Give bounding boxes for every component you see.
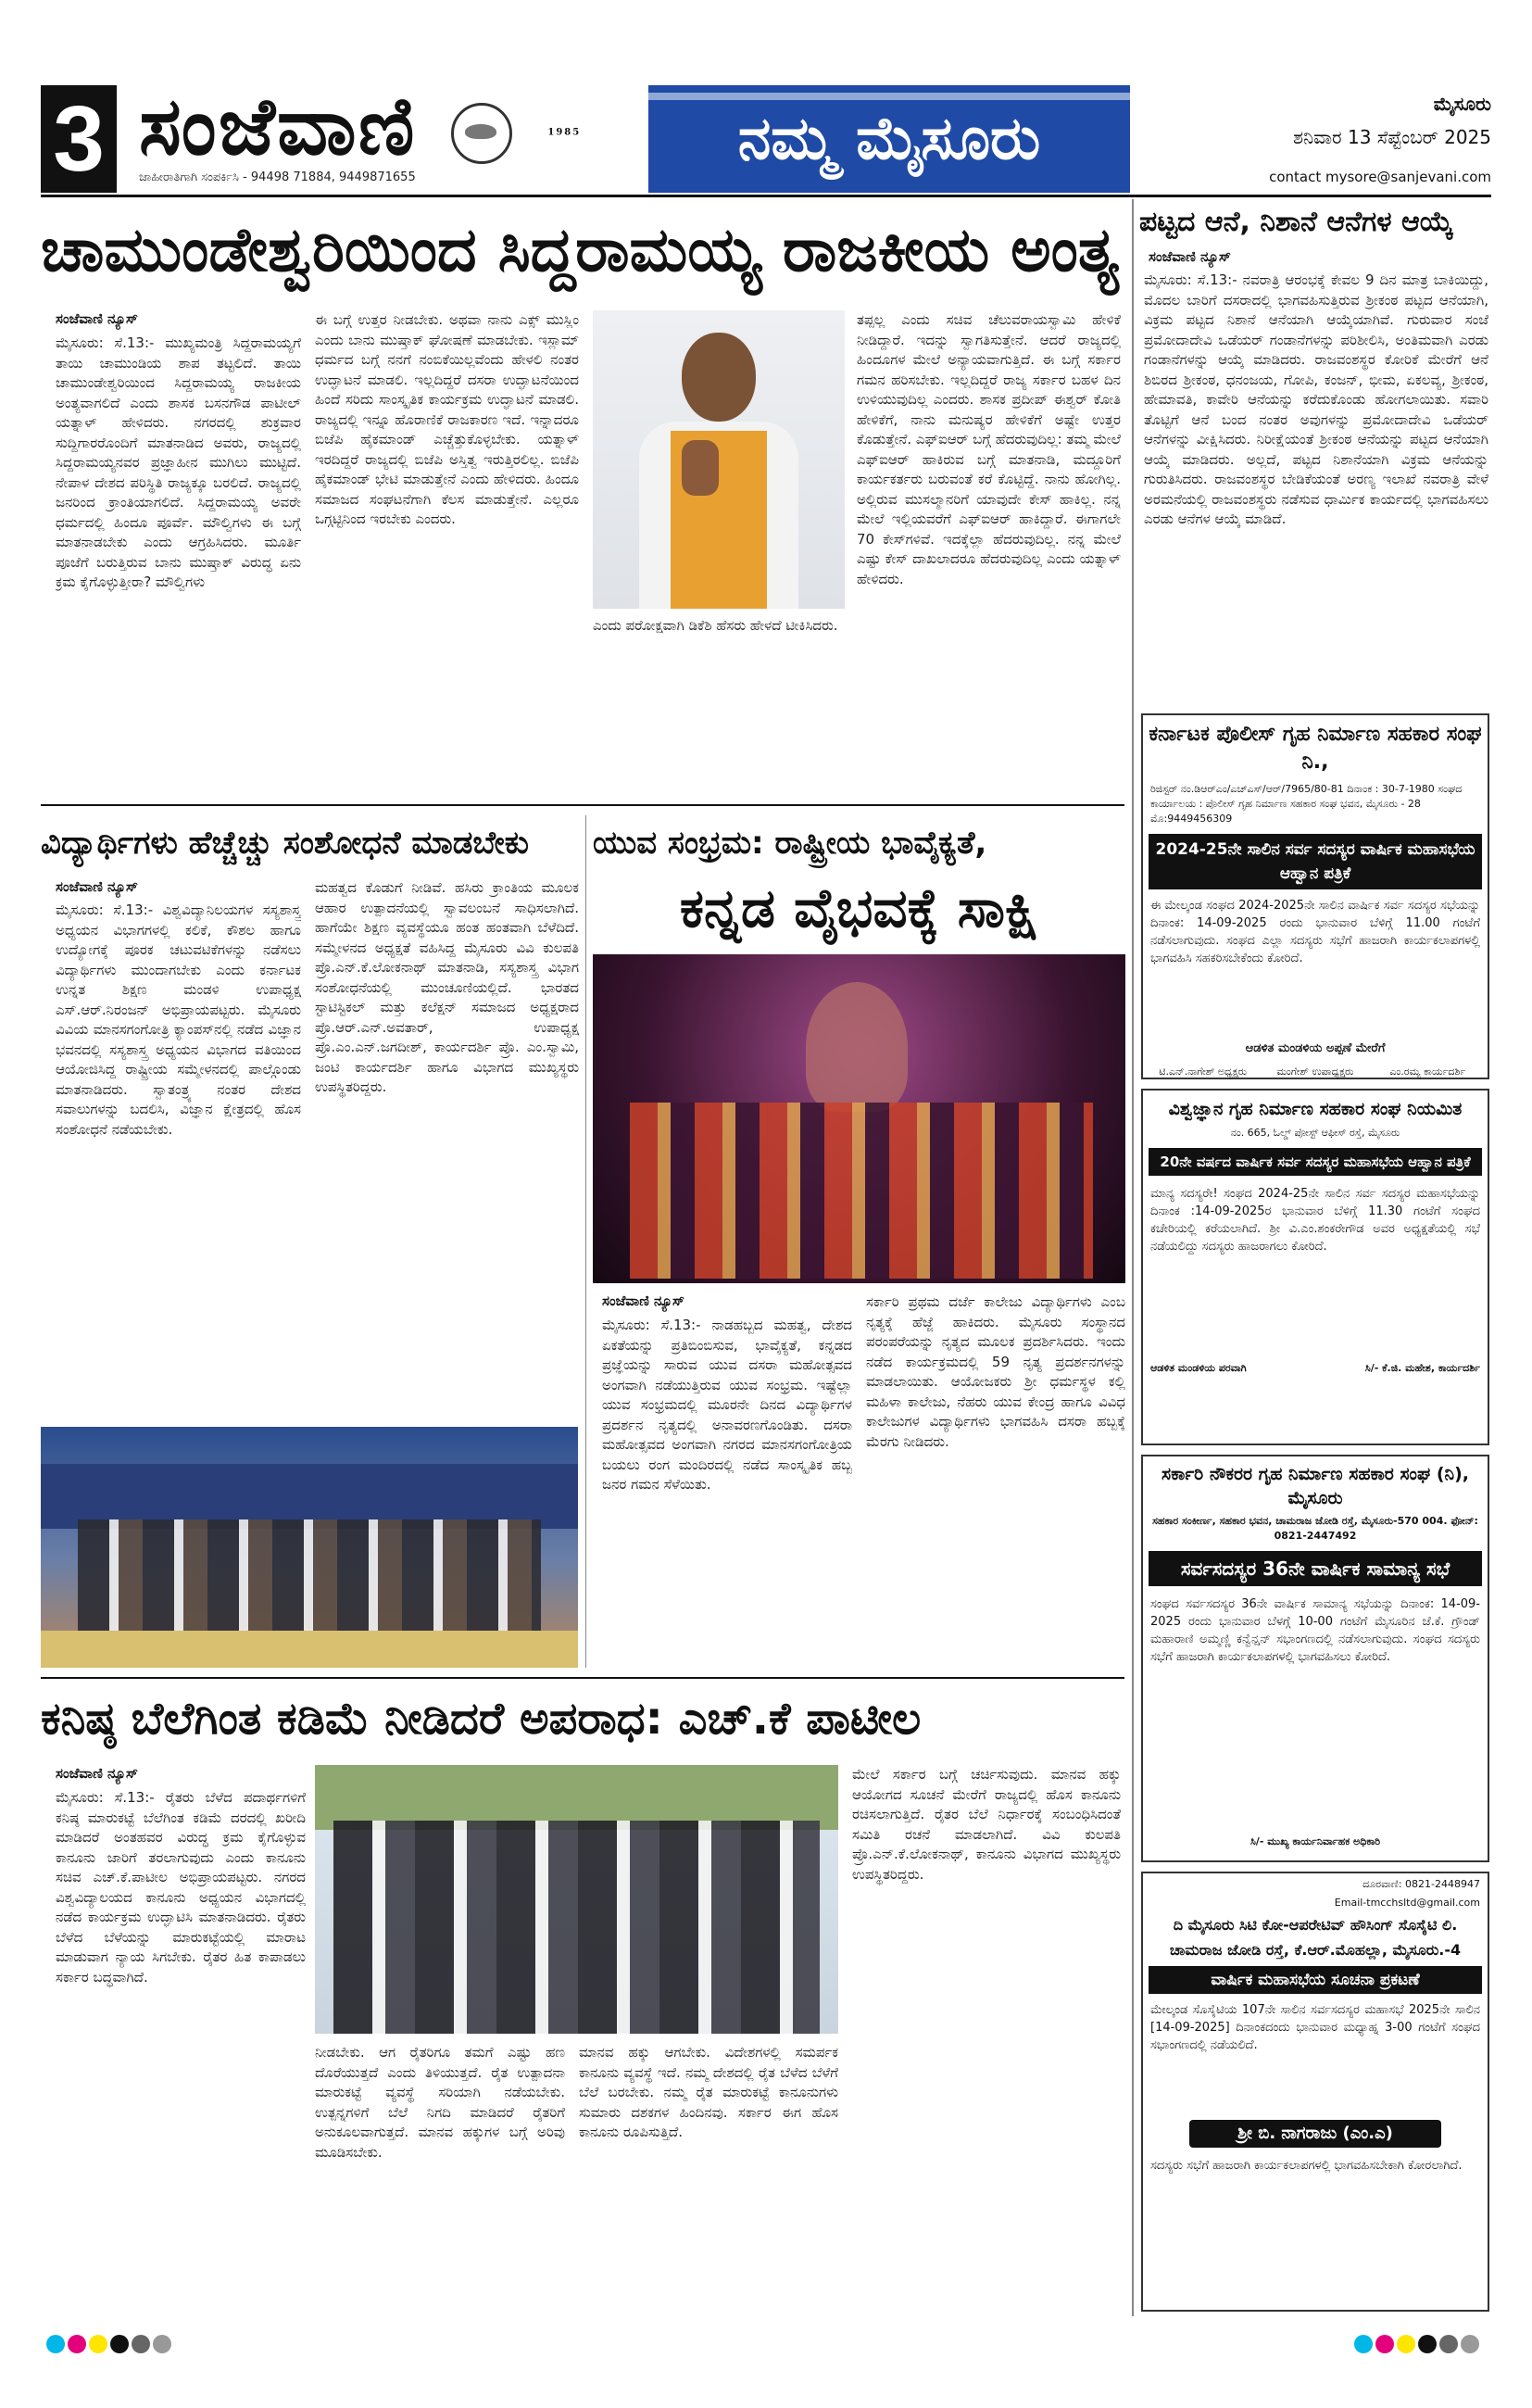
story4-col3: ಮಾನವ ಹಕ್ಕು ಆಗಬೇಕು. ವಿದೇಶಗಳಲ್ಲಿ ಸಮರ್ಪಕ ಕಾನೂನು ವ್ಯವಸ್ಥೆ ಇದೆ. ನಮ್ಮ ದೇಶದಲ್ಲಿ ರೈತ ಬೆಳೆದ ಬೆಳೆಗೆ ಬೆಲೆ ಬರಬೇಕು. ನಮ್ಮ ರೈತ ಮಾರುಕಟ್ಟೆ ಕಾನೂನುಗಳು ಸುಮಾರು ದಶಕಗಳ ಹಿಂದಿನವು. ಸರ್ಕಾರ ಈಗ ಹೊಸ ಕಾನೂನು ರೂಪಿಸುತ್ತಿದೆ. (579, 2044, 838, 2140)
dove-icon (451, 103, 512, 164)
color-dot (1461, 2335, 1479, 2353)
govt-ad-banner: ಸರ್ವಸದಸ್ಯರ 36ನೇ ವಾರ್ಷಿಕ ಸಾಮಾನ್ಯ ಸಭೆ (1149, 1551, 1482, 1586)
dance-performance-photo (593, 954, 1125, 1283)
edition-name: ಮೈಸೂರು (1433, 93, 1491, 115)
color-dot (1439, 2335, 1458, 2353)
story2-headline: ವಿದ್ಯಾರ್ಥಿಗಳು ಹೆಚ್ಚೆಚ್ಚು ಸಂಶೋಧನೆ ಮಾಡಬೇಕು (41, 825, 529, 862)
story3-byline: ಸಂಜೆವಾಣಿ ನ್ಯೂಸ್ (602, 1292, 684, 1309)
story3-col2: ಸರ್ಕಾರಿ ಪ್ರಥಮ ದರ್ಜೆ ಕಾಲೇಜು ವಿದ್ಯಾರ್ಥಿಗಳು ಎಂಬ ನೃತ್ಯಕ್ಕೆ ಹೆಜ್ಜೆ ಹಾಕಿದರು. ಮೈಸೂರು ಸಂಸ್ಥಾನದ ಪರಂಪರೆಯನ್ನು ನೃತ್ಯದ ಮೂಲಕ ಪ್ರದರ್ಶಿಸಿದರು. ಇಂದು ನಡೆದ ಕಾರ್ಯಕ್ರಮದಲ್ಲಿ 59 ನೃತ್ಯ ಪ್ರದರ್ಶನಗಳನ್ನು ಮಾಡಲಾಯಿತು. ಆಯೋಜಕರು ಶ್ರೀ ಧರ್ಮಸ್ಥಳ ಕಲ್ಲಿ ಮಹಿಳಾ ಕಾಲೇಜು, ನೆಹರು ಯುವ ಕೇಂದ್ರ ಹಾಗೂ ವಿವಿಧ ಕಾಲೇಜುಗಳ ವಿದ್ಯಾರ್ಥಿಗಳು ಭಾಗವಹಿಸಿ ದಸರಾ ಹಬ್ಬಕ್ಕೆ ಮೆರಗು ನೀಡಿದರು. (866, 1293, 1125, 1450)
story2-col2: ಮಹತ್ವದ ಕೊಡುಗೆ ನೀಡಿವೆ. ಹಸಿರು ಕ್ರಾಂತಿಯ ಮೂಲಕ ಆಹಾರ ಉತ್ಪಾದನೆಯಲ್ಲಿ ಸ್ವಾವಲಂಬನೆ ಸಾಧಿಸಲಾಗಿದೆ. ಹಾಗೆಯೇ ಶಿಕ್ಷಣ ವ್ಯವಸ್ಥೆಯೂ ಹಂತ ಹಂತವಾಗಿ ಬೆಳೆದಿದೆ. ಸಮ್ಮೇಳನದ ಅಧ್ಯಕ್ಷತೆ ವಹಿಸಿದ್ದ ಮೈಸೂರು ವಿವಿ ಕುಲಪತಿ ಪ್ರೊ.ಎನ್.ಕೆ.ಲೋಕನಾಥ್ ಮಾತನಾಡಿ, ಸಸ್ಯಶಾಸ್ತ್ರ ವಿಭಾಗ ಸಂಶೋಧನೆಯಲ್ಲಿ ಮುಂಚೂಣಿಯಲ್ಲಿದೆ. ಭಾರತದ ಸ್ಟಾಟಿಸ್ಟಿಕಲ್ ಮತ್ತು ಕಲೆಕ್ಷನ್ ಸಮಾಜದ ಅಧ್ಯಕ್ಷರಾದ ಪ್ರೊ.ಆರ್.ಎನ್.ಅವತಾರ್, ಉಪಾಧ್ಯಕ್ಷ ಪ್ರೊ.ಎಂ.ಎನ್.ಜಗದೀಶ್, ಕಾರ್ಯದರ್ಶಿ ಪ್ರೊ. ಎಂ.ಸ್ವಾಮಿ, ಜಂಟಿ ಕಾರ್ಯದರ್ಶಿ ಹಾಗೂ ವಿಭಾಗದ ಮುಖ್ಯಸ್ಥರು ಉಪಸ್ಥಿತರಿದ್ದರು. (315, 879, 579, 1095)
vishwajnana-ad-footer: ಆಡಳಿತ ಮಂಡಳಿಯ ಪರವಾಗಿ (1150, 1362, 1247, 1374)
conference-photo (41, 1427, 578, 1668)
police-ad-address: ರಿಜಿಸ್ಟರ್ ನಂ.ಡಿಆರ್‌ಎಂ/ಎಚ್‌ಎಸ್/ಆರ್/7965/80-81 ದಿನಾಂಕ : 30-7-1980 ಸಂಘದ ಕಾರ್ಯಾಲಯ : ಪೊಲೀಸ್ ಗೃಹ ನಿರ್ಮಾಣ ಸಹಕಾರ ಸಂಘ ಭವನ, ಮೈಸೂರು - 28 ಮೊ:9449456309 (1150, 783, 1463, 825)
color-dot (68, 2335, 86, 2353)
section-rule-2 (41, 1677, 1124, 1679)
tmc-ad-banner: ವಾರ್ಷಿಕ ಮಹಾಸಭೆಯ ಸೂಚನಾ ಪ್ರಕಟಣೆ (1149, 1966, 1482, 1994)
color-dot (132, 2335, 150, 2353)
logo-text: ಸಂಜೆವಾಣಿ (139, 80, 417, 173)
color-dot (153, 2335, 171, 2353)
color-dot (1418, 2335, 1437, 2353)
story1-col2: ಈ ಬಗ್ಗೆ ಉತ್ತರ ನೀಡಬೇಕು. ಅಥವಾ ನಾನು ಎಕ್ಸ್ ಮುಸ್ಲಿಂ ಎಂದು ಬಾನು ಮುಷ್ತಾಕ್ ಘೋಷಣೆ ಮಾಡಬೇಕು. ಇಸ್ಲಾಮ್ ಧರ್ಮದ ಬಗ್ಗೆ ನನಗೆ ನಂಬಿಕೆಯಿಲ್ಲವೆಂದು ಹೇಳಲಿ ನಂತರ ಉದ್ಘಾಟನೆ ಮಾಡಲಿ. ಇಲ್ಲದಿದ್ದರೆ ದಸರಾ ಉದ್ಘಾಟನೆಯಿಂದ ಹಿಂದೆ ಸರಿದು ಸಾಂಸ್ಕೃತಿಕ ಕಾರ್ಯಕ್ರಮ ಉದ್ಘಾಟನೆ ಮಾಡಲಿ. ರಾಜ್ಯದಲ್ಲಿ ಇನ್ನೂ ಹೊರಾಣಿಕೆ ರಾಜಕಾರಣ ಇದೆ. ಇನ್ನಾದರೂ ಬಿಜೆಪಿ ಹೈಕಮಾಂಡ್ ಎಚ್ಚೆತ್ತುಕೊಳ್ಳಬೇಕು. ಯತ್ನಾಳ್ ಇರದಿದ್ದರೆ ರಾಜ್ಯದಲ್ಲಿ ಬಿಜೆಪಿ ಅಸ್ತಿತ್ವ ಇರುತ್ತಿರಲಿಲ್ಲ. ಬಿಜೆಪಿ ಹೈಕಮಾಂಡ್ ಭೇಟಿ ಮಾಡುತ್ತೇನೆ ಎಂದು ಹೇಳಿದರು. ಹಿಂದೂ ಸಮಾಜದ ಸಂಘಟನೆಗಾಗಿ ಕೆಲಸ ಮಾಡುತ್ತೇನೆ. ಎಲ್ಲರೂ ಒಗ್ಗಟ್ಟಿನಿಂದ ಇರಬೇಕು ಎಂದರು. (315, 311, 579, 527)
govt-ad-body: ಸಂಘದ ಸರ್ವಸದಸ್ಯರ 36ನೇ ವಾರ್ಷಿಕ ಸಾಮಾನ್ಯ ಸಭೆಯನ್ನು ದಿನಾಂಕ: 14-09-2025 ರಂದು ಭಾನುವಾರ ಬೆಳಗ್ಗೆ 10-00 ಗಂಟೆಗೆ ಮೈಸೂರಿನ ಜೆ.ಕೆ. ಗ್ರೌಂಡ್ ಮಹಾರಾಣಿ ಅಮ್ಮಣ್ಣಿ ಕನ್ವೆನ್ಷನ್ ಸಭಾಂಗಣದಲ್ಲಿ ನಡೆಸಲಾಗುವುದು. ಸಂಘದ ಸದಸ್ಯರು ಸಭೆಗೆ ಹಾಜರಾಗಿ ಕಾರ್ಯಕಲಾಪಗಳಲ್ಲಿ ಭಾಗವಹಿಸಲು ಕೋರಿದೆ. (1150, 1597, 1480, 1664)
contact-email[interactable]: contact mysore@sanjevani.com (1269, 169, 1491, 185)
vishwajnana-ad-address: ನಂ. 665, ಓಲ್ಡ್ ಪೋಸ್ಟ್ ಆಫೀಸ್ ರಸ್ತೆ, ಮೈಸೂರು (1230, 1127, 1400, 1139)
masthead-logo (139, 80, 639, 173)
politician-photo (593, 310, 845, 609)
law-event-photo (315, 1765, 838, 2034)
police-ad-footer: ಆಡಳಿತ ಮಂಡಳಿಯ ಅಪ್ಪಣೆ ಮೇರೆಗೆ (1245, 1041, 1386, 1055)
vishwajnana-ad-body: ಮಾನ್ಯ ಸದಸ್ಯರೇ! ಸಂಘದ 2024-25ನೇ ಸಾಲಿನ ಸರ್ವ ಸದಸ್ಯರ ಮಹಾಸಭೆಯನ್ನು ದಿನಾಂಕ :14-09-2025ರ ಭಾನುವಾರ ಬೆಳಿಗ್ಗೆ 11.30 ಗಂಟೆಗೆ ಸಂಘದ ಕಚೇರಿಯಲ್ಲಿ ಕರೆಯಲಾಗಿದೆ. ಶ್ರೀ ವಿ.ಎಂ.ಶಂಕರೇಗೌಡ ಅವರ ಅಧ್ಯಕ್ಷತೆಯಲ್ಲಿ ಸಭೆ ನಡೆಯಲಿದ್ದು ಸದಸ್ಯರು ಹಾಜರಾಗಲು ಕೋರಿದೆ. (1150, 1187, 1480, 1254)
tmc-ad-reg (1150, 1877, 1154, 1892)
vishwajnana-ad-sign: ಸಿ/- ಕೆ.ಜಿ. ಮಹೇಶ, ಕಾರ್ಯದರ್ಶಿ (1364, 1362, 1480, 1374)
story3-col1: ಮೈಸೂರು: ಸೆ.13:- ನಾಡಹಬ್ಬದ ಮಹತ್ವ, ದೇಶದ ಏಕತೆಯನ್ನು ಪ್ರತಿಬಿಂಬಿಸುವ, ಭಾವೈಕ್ಯತೆ, ಕನ್ನಡದ ಪ್ರಜ್ಞೆಯನ್ನು ಸಾರುವ ಯುವ ದಸರಾ ಮಹೋತ್ಸವದ ಅಂಗವಾಗಿ ನಡೆಯುತ್ತಿರುವ ಯುವ ಸಂಭ್ರಮ. ಇಷ್ಟೆಲ್ಲಾ ಯುವ ಸಂಭ್ರಮದಲ್ಲಿ ಮೂರನೇ ದಿನದ ವಿದ್ಯಾರ್ಥಿಗಳ ಪ್ರದರ್ಶನ ನೃತ್ಯದಲ್ಲಿ ಅನಾವರಣಗೊಂಡಿತು. ದಸರಾ ಮಹೋತ್ಸವದ ಅಂಗವಾಗಿ ನಗರದ ಮಾನಸಗಂಗೋತ್ರಿಯ ಬಯಲು ರಂಗ ಮಂದಿರದಲ್ಲಿ ನಡೆದ ಸಾಂಸ್ಕೃತಿಕ ಹಬ್ಬ ಜನರ ಗಮನ ಸೆಳೆಯಿತು. (602, 1317, 852, 1493)
story4-headline: ಕನಿಷ್ಠ ಬೆಲೆಗಿಂತ ಕಡಿಮೆ ನೀಡಿದರೆ ಅಪರಾಧ: ಎಚ್.ಕೆ ಪಾಟೀಲ (41, 1693, 922, 1745)
story4-col2: ನೀಡಬೇಕು. ಆಗ ರೈತರಿಗೂ ತಮಗೆ ಎಷ್ಟು ಹಣ ದೊರೆಯುತ್ತದೆ ಎಂದು ತಿಳಿಯುತ್ತದೆ. ರೈತ ಉತ್ಪಾದನಾ ಮಾರುಕಟ್ಟೆ ವ್ಯವಸ್ಥೆ ಸರಿಯಾಗಿ ನಡೆಯಬೇಕು. ಉತ್ಪನ್ನಗಳಿಗೆ ಬೆಲೆ ನಿಗದಿ ಮಾಡಿದರೆ ರೈತರಿಗೆ ಅನುಕೂಲವಾಗುತ್ತದೆ. ಮಾನವ ಹಕ್ಕುಗಳ ಬಗ್ಗೆ ಅರಿವು ಮೂಡಿಸಬೇಕು. (315, 2044, 565, 2161)
header-rule (41, 195, 1491, 197)
story4-col4: ಮೇಲೆ ಸರ್ಕಾರ ಬಗ್ಗೆ ಚರ್ಚಿಸುವುದು. ಮಾನವ ಹಕ್ಕು ಆಯೋಗದ ಸೂಚನೆ ಮೇರೆಗೆ ರಾಜ್ಯದಲ್ಲಿ ಹೊಸ ಕಾನೂನು ರಚಿಸಲಾಗುತ್ತಿದೆ. ರೈತರ ಬೆಲೆ ನಿರ್ಧಾರಕ್ಕೆ ಸಂಬಂಧಿಸಿದಂತೆ ಸಮಿತಿ ರಚನೆ ಮಾಡಲಾಗಿದೆ. ವಿವಿ ಕುಲಪತಿ ಪ್ರೊ.ಎನ್.ಕೆ.ಲೋಕನಾಥ್, ಕಾನೂನು ವಿಭಾಗದ ಮುಖ್ಯಸ್ಥರು ಉಪಸ್ಥಿತರಿದ್ದರು. (852, 1766, 1121, 1883)
color-dot (1397, 2335, 1415, 2353)
story1-photo-caption-text: ಎಂದು ಪರೋಕ್ಷವಾಗಿ ಡಿಕೆಶಿ ಹೆಸರು ಹೇಳದೆ ಟೀಕಿಸಿದರು. (593, 617, 838, 634)
column-divider (1132, 199, 1134, 2316)
color-dot (89, 2335, 107, 2353)
story3-headline-line1: ಯುವ ಸಂಭ್ರಮ: ರಾಷ್ಟ್ರೀಯ ಭಾವೈಕ್ಯತೆ, (593, 825, 987, 862)
vishwajnana-ad-banner: 20ನೇ ವರ್ಷದ ವಾರ್ಷಿಕ ಸರ್ವ ಸದಸ್ಯರ ಮಹಾಸಭೆಯ ಆಹ್ವಾನ ಪತ್ರಿಕೆ (1149, 1148, 1482, 1176)
story1-headline: ಚಾಮುಂಡೇಶ್ವರಿಯಿಂದ ಸಿದ್ದರಾಮಯ್ಯ ರಾಜಕೀಯ ಅಂತ್ಯ (41, 214, 1120, 285)
story3-headline-line2: ಕನ್ನಡ ವೈಭವಕ್ಕೆ ಸಾಕ್ಷಿ (679, 876, 1039, 939)
tmc-ad-email: Email-tmcchsltd@gmail.com (1334, 1897, 1480, 1909)
sidebar-headline: ಪಟ್ಟದ ಆನೆ, ನಿಶಾನೆ ಆನೆಗಳ ಆಯ್ಕೆ (1139, 206, 1453, 238)
logo-year: 1985 (547, 127, 582, 138)
city-coop-ad (1141, 1872, 1489, 2312)
color-dot (1354, 2335, 1373, 2353)
color-dot (1375, 2335, 1394, 2353)
section-banner: ನಮ್ಮ ಮೈಸೂರು (648, 85, 1130, 193)
story4-byline: ಸಂಜೆವಾಣಿ ನ್ಯೂಸ್ (56, 1765, 138, 1782)
story1-col1: ಮೈಸೂರು: ಸೆ.13:- ಮುಖ್ಯಮಂತ್ರಿ ಸಿದ್ದರಾಮಯ್ಯಗೆ ತಾಯಿ ಚಾಮುಂಡಿಯ ಶಾಪ ತಟ್ಟಲಿದೆ. ತಾಯಿ ಚಾಮುಂಡೇಶ್ವರಿಯಿಂದ ಸಿದ್ದರಾಮಯ್ಯ ರಾಜಕೀಯ ಅಂತ್ಯವಾಗಲಿದೆ ಎಂದು ಶಾಸಕ ಬಸನಗೌಡ ಪಾಟೀಲ್ ಯತ್ನಾಳ್ ಹೇಳಿದರು. ನಗರದಲ್ಲಿ ಶುಕ್ರವಾರ ಸುದ್ದಿಗಾರರೊಂದಿಗೆ ಮಾತನಾಡಿದ ಅವರು, ರಾಜ್ಯದಲ್ಲಿ ಸಿದ್ದರಾಮಯ್ಯನವರ ಪ್ರಜ್ಞಾಹೀನ ಮುಗಿಲು ಮುಟ್ಟಿದೆ. ನೇಪಾಳ ದೇಶದ ಪರಿಸ್ಥಿತಿ ರಾಜ್ಯಕ್ಕೂ ಬರಲಿದೆ. ರಾಜ್ಯದಲ್ಲಿ ಜನರಿಂದ ಕ್ರಾಂತಿಯಾಗಲಿದೆ. ಸಿದ್ದರಾಮಯ್ಯ ಅವರೇ ಧರ್ಮದಲ್ಲಿ ಹಿಂದೂ ಪೂರ್ವೆ. ಮೌಲ್ವಿಗಳು ಈ ಬಗ್ಗೆ ಮಾತನಾಡಬೇಕು ಎಂದು ಆಗ್ರಹಿಸಿದರು. ಮೂರ್ತಿ ಪೂಜೆಗೆ ಬರುತ್ತಿರುವ ಬಾನು ಮುಷ್ತಾಕ್ ವಿರುದ್ಧ ಏನು ಕ್ರಮ ಕೈಗೊಳ್ಳುತ್ತೀರಾ? ಮೌಲ್ವಿಗಳು (56, 334, 301, 590)
govt-housing-ad (1141, 1455, 1489, 1862)
story1-col3: ತಪ್ಪಲ್ಲ ಎಂದು ಸಚಿವ ಚೆಲುವರಾಯಸ್ವಾಮಿ ಹೇಳಿಕೆ ನೀಡಿದ್ದಾರೆ. ಇದನ್ನು ಸ್ವಾಗತಿಸುತ್ತೇನೆ. ಆದರೆ ರಾಜ್ಯದಲ್ಲಿ ಹಿಂದೂಗಳ ಮೇಲೆ ಅನ್ಯಾಯವಾಗುತ್ತಿದೆ. ಈ ಬಗ್ಗೆ ಸರ್ಕಾರ ಗಮನ ಹರಿಸಬೇಕು. ಇಲ್ಲದಿದ್ದರೆ ರಾಜ್ಯ ಸರ್ಕಾರ ಬಹಳ ದಿನ ಉಳಿಯುವುದಿಲ್ಲ ಎಂದರು. ಶಾಸಕ ಪ್ರದೀಪ್ ಈಶ್ವರ್ ಕೋತಿ ಹೇಳಿಕೆಗೆ, ನಾನು ಮನುಷ್ಯರ ಹೇಳಿಕೆಗೆ ಅಷ್ಟೇ ಉತ್ತರ ಕೊಡುತ್ತೇನೆ. ಎಫ್‌ಐಆರ್ ಬಗ್ಗೆ ಹೆದರುವುದಿಲ್ಲ: ತಮ್ಮ ಮೇಲೆ ಎಫ್‌ಐಆರ್ ಹಾಕಿರುವ ಬಗ್ಗೆ ಮಾತನಾಡಿ, ಮದ್ದೂರಿಗೆ ಕಾರ್ಯಕರ್ತರು ಬರುವಂತೆ ಕರೆ ಕೊಟ್ಟಿದ್ದೆ. ನಾನು ಹೋಗಿಲ್ಲ. ಅಲ್ಲಿರುವ ಮುಸಲ್ಮಾನರಿಗೆ ಯಾವುದೇ ಕೇಸ್ ಹಾಕಿಲ್ಲ. ನನ್ನ ಮೇಲೆ ಇಲ್ಲಿಯವರೆಗೆ ಎಫ್‌ಐಆರ್ ಹಾಕಿದ್ದಾರೆ. ಈಗಾಗಲೇ 70 ಕೇಸ್‌ಗಳಿವೆ. ಇದಕ್ಕೆಲ್ಲಾ ಹೆದರುವುದಿಲ್ಲ. ನನ್ನ ಮೇಲೆ ಎಷ್ಟು ಕೇಸ್ ದಾಖಲಾದರೂ ಹೆದರುವುದಿಲ್ಲ ಎಂದು ಯತ್ನಾಳ್ ಹೇಳಿದರು. (857, 311, 1121, 587)
tmc-ad-title: ದಿ ಮೈಸೂರು ಸಿಟಿ ಕೋ-ಆಪರೇಟಿವ್ ಹೌಸಿಂಗ್ ಸೊಸೈಟಿ ಲಿ. (1173, 1916, 1458, 1934)
story1-byline: ಸಂಜೆವಾಣಿ ನ್ಯೂಸ್ (56, 310, 138, 327)
police-ad-title: ಕರ್ನಾಟಕ ಪೊಲೀಸ್ ಗೃಹ ನಿರ್ಮಾಣ ಸಹಕಾರ ಸಂಘ ನಿ., (1149, 723, 1482, 774)
story2-byline: ಸಂಜೆವಾಣಿ ನ್ಯೂಸ್ (56, 878, 138, 895)
tmc-ad-address: ಚಾಮರಾಜ ಜೋಡಿ ರಸ್ತೆ, ಕೆ.ಆರ್.ಮೊಹಲ್ಲಾ, ಮೈಸೂರು.-4 (1169, 1941, 1462, 1959)
tmc-ad-body: ಮೇಲ್ಕಂಡ ಸೊಸೈಟಿಯ 107ನೇ ಸಾಲಿನ ಸರ್ವಸದಸ್ಯರ ಮಹಾಸಭೆ 2025ನೇ ಸಾಲಿನ [14-09-2025] ದಿನಾಂಕದಂದು ಭಾನುವಾರ ಮಧ್ಯಾಹ್ನ 3-00 ಗಂಟೆಗೆ ಸಂಘದ ಸಭಾಂಗಣದಲ್ಲಿ ನಡೆಯಲಿದೆ. (1150, 2003, 1480, 2052)
date-line: ಶನಿವಾರ 13 ಸೆಪ್ಟೆಂಬರ್ 2025 (1293, 126, 1491, 148)
police-ad-sign-president: ಟಿ.ಎನ್.ನಾಗೇಶ್ ಅಧ್ಯಕ್ಷರು (1159, 1065, 1248, 1078)
police-ad-body: ಈ ಮೇಲ್ಕಂಡ ಸಂಘದ 2024-2025ನೇ ಸಾಲಿನ ವಾರ್ಷಿಕ ಸರ್ವ ಸದಸ್ಯರ ಸಭೆಯನ್ನು ದಿನಾಂಕ: 14-09-2025 ರಂದು ಭಾನುವಾರ ಬೆಳಿಗ್ಗೆ 11.00 ಗಂಟೆಗೆ ನಡೆಸಲಾಗುವುದು. ಸಂಘದ ಎಲ್ಲಾ ಸದಸ್ಯರು ಸಭೆಗೆ ಹಾಜರಾಗಿ ಕಾರ್ಯಕಲಾಪಗಳಲ್ಲಿ ಭಾಗವಹಿಸಿ ಸಹಕರಿಸಬೇಕೆಂದು ಕೋರಿದೆ. (1150, 899, 1480, 965)
color-registration-marks-right (1204, 2335, 1482, 2357)
govt-ad-title: ಸರ್ಕಾರಿ ನೌಕರರ ಗೃಹ ನಿರ್ಮಾಣ ಸಹಕಾರ ಸಂಘ (ನಿ), ಮೈಸೂರು (1161, 1464, 1469, 1508)
banner-stripe (648, 93, 1130, 100)
govt-ad-sign: ಸಿ/- ಮುಖ್ಯ ಕಾರ್ಯನಿರ್ವಾಹಕ ಅಧಿಕಾರಿ (1249, 1835, 1381, 1847)
tmc-ad-note: ಸದಸ್ಯರು ಸಭೆಗೆ ಹಾಜರಾಗಿ ಕಾರ್ಯಕಲಾಪಗಳಲ್ಲಿ ಭಾಗವಹಿಸಬೇಕಾಗಿ ಕೋರಲಾಗಿದೆ. (1150, 2159, 1463, 2173)
vishwajnana-ad-title: ವಿಶ್ವಜ್ಞಾನ ಗೃಹ ನಿರ್ಮಾಣ ಸಹಕಾರ ಸಂಘ ನಿಯಮಿತ (1168, 1099, 1463, 1119)
color-registration-marks (46, 2335, 324, 2357)
tmc-ad-chair: ಶ್ರೀ ಬಿ. ನಾಗರಾಜು (ಎಂ.ಎ) (1189, 2120, 1441, 2148)
color-dot (110, 2335, 129, 2353)
story2-col1: ಮೈಸೂರು: ಸೆ.13:- ವಿಶ್ವವಿದ್ಯಾನಿಲಯಗಳ ಸಸ್ಯಶಾಸ್ತ್ರ ಅಧ್ಯಯನ ವಿಭಾಗಗಳಲ್ಲಿ ಕಲಿಕೆ, ಕೌಶಲ ಹಾಗೂ ಉದ್ಯೋಗಕ್ಕೆ ಪೂರಕ ಚಟುವಟಿಕೆಗಳನ್ನು ನಡೆಸಲು ವಿದ್ಯಾರ್ಥಿಗಳು ಮುಂದಾಗಬೇಕು ಎಂದು ಕರ್ನಾಟಕ ಉನ್ನತ ಶಿಕ್ಷಣ ಮಂಡಳಿ ಉಪಾಧ್ಯಕ್ಷ ಎಸ್.ಆರ್.ನಿರಂಜನ್ ಅಭಿಪ್ರಾಯಪಟ್ಟರು. ಮೈಸೂರು ವಿವಿಯ ಮಾನಸಗಂಗೋತ್ರಿ ಕ್ಯಾಂಪಸ್‌ನಲ್ಲಿ ನಡೆದ ವಿಜ್ಞಾನ ಭವನದಲ್ಲಿ ಸಸ್ಯಶಾಸ್ತ್ರ ಅಧ್ಯಯನ ವಿಭಾಗದ ವತಿಯಿಂದ ಆಯೋಜಿಸಿದ್ದ ರಾಷ್ಟ್ರೀಯ ಸಮ್ಮೇಳನದಲ್ಲಿ ಪಾಲ್ಗೊಂಡು ಮಾತನಾಡಿದರು. ಸ್ವಾತಂತ್ರ್ಯ ನಂತರ ದೇಶದ ಸವಾಲುಗಳನ್ನು ಬದಲಿಸಿ, ವಿಜ್ಞಾನ ಕ್ಷೇತ್ರದಲ್ಲಿ ಹೊಸ ಸಂಶೋಧನೆ ನಡೆಯಬೇಕು. (56, 901, 301, 1138)
tmc-ad-phone: ದೂರವಾಣಿ: 0821-2448947 (1362, 1878, 1480, 1890)
govt-ad-address: ಸಹಕಾರ ಸಂಕೀರ್ಣ, ಸಹಕಾರ ಭವನ, ಚಾಮರಾಜ ಜೋಡಿ ರಸ್ತೆ, ಮೈಸೂರು-570 004. ಫೋನ್: 0821-2447492 (1152, 1515, 1478, 1542)
ad-contact-line: ಜಾಹೀರಾತಿಗಾಗಿ ಸಂಪರ್ಕಿಸಿ - 94498 71884, 9449871655 (139, 170, 416, 184)
police-ad-banner: 2024-25ನೇ ಸಾಲಿನ ಸರ್ವ ಸದಸ್ಯರ ವಾರ್ಷಿಕ ಮಹಾಸಭೆಯ ಆಹ್ವಾನ ಪತ್ರಿಕೆ (1149, 834, 1482, 889)
police-ad-sign-vp: ಮಂಗೇಶ್ ಉಪಾಧ್ಯಕ್ಷರು (1276, 1065, 1354, 1078)
column-divider-2 (585, 815, 586, 1668)
vishwajnana-ad (1141, 1089, 1489, 1445)
sidebar-body: ಮೈಸೂರು: ಸೆ.13:- ನವರಾತ್ರಿ ಆರಂಭಕ್ಕೆ ಕೇವಲ 9 ದಿನ ಮಾತ್ರ ಬಾಕಿಯಿದ್ದು, ಮೊದಲ ಬಾರಿಗೆ ದಸರಾದಲ್ಲಿ ಭಾಗವಹಿಸುತ್ತಿರುವ ಶ್ರೀಕಂಠ ಪಟ್ಟದ ಆನೆಯಾಗಿ, ವಿಕ್ರಮ ಪಟ್ಟದ ನಿಶಾನೆ ಆನೆಯಾಗಿ ಆಯ್ಕೆಯಾಗಿವೆ. ಗುರುವಾರ ಸಂಜೆ ಪ್ರಮೋದಾದೇವಿ ಒಡೆಯರ್ ಗಂಡಾನೆಗಳನ್ನು ಪರಿಶೀಲಿಸಿ, ಅಂತಿಮವಾಗಿ ಎರಡು ಗಂಡಾನೆಗಳನ್ನು ಆಯ್ಕೆ ಮಾಡಿದರು. ರಾಜವಂಶಸ್ಥರ ಕೋರಿಕೆ ಮೇರೆಗೆ ಆನೆ ಶಿಬಿರದ ಶ್ರೀಕಂಠ, ಧನಂಜಯ, ಗೋಪಿ, ಕಂಜನ್, ಭೀಮ, ಏಕಲವ್ಯ, ಶ್ರೀಕಂಠ, ಹೇಮಾವತಿ, ಕಾವೇರಿ ಆನೆಯನ್ನು ಕರೆದುಕೊಂಡು ಹೋಗಲಾಯಿತು. ಸವಾರಿ ತೊಟ್ಟಿಗೆ ಆನೆ ಬಂದ ನಂತರ ಅವುಗಳನ್ನು ಪ್ರಮೋದಾದೇವಿ ಒಡೆಯರ್ ಆನೆಗಳನ್ನು ವೀಕ್ಷಿಸಿದರು. ನಿರೀಕ್ಷೆಯಂತೆ ಶ್ರೀಕಂಠ ಆನೆಯನ್ನು ಪಟ್ಟದ ಆನೆಯಾಗಿ ಆಯ್ಕೆ ಮಾಡಿದರು. ಅಲ್ಲದೆ, ಪಟ್ಟದ ನಿಶಾನೆಯಾಗಿ ವಿಕ್ರಮ ಆನೆಯನ್ನು ಗುರುತಿಸಿದರು. ರಾಜವಂಶಸ್ಥರ ಬೇಡಿಕೆಯಂತೆ ಅರಣ್ಯ ಇಲಾಖೆ ನವರಾತ್ರಿ ವೇಳೆ ಅರಮನೆಯಲ್ಲಿ ರಾಜವಂಶಸ್ಥರು ನಡೆಸುವ ಧಾರ್ಮಿಕ ಕಾರ್ಯದಲ್ಲಿ ಭಾಗವಹಿಸಲು ಎರಡು ಆನೆಗಳ ಆಯ್ಕೆ ಮಾಡಿದೆ. (1144, 271, 1488, 527)
color-dot (46, 2335, 65, 2353)
sidebar-byline: ಸಂಜೆವಾಣಿ ನ್ಯೂಸ್ (1149, 248, 1231, 265)
police-housing-ad (1141, 713, 1489, 1079)
section-rule (41, 804, 1124, 806)
story4-col1: ಮೈಸೂರು: ಸೆ.13:- ರೈತರು ಬೆಳೆದ ಪದಾರ್ಥಗಳಿಗೆ ಕನಿಷ್ಠ ಮಾರುಕಟ್ಟೆ ಬೆಲೆಗಿಂತ ಕಡಿಮೆ ದರದಲ್ಲಿ ಖರೀದಿ ಮಾಡಿದರೆ ಅಂತಹವರ ವಿರುದ್ಧ ಕ್ರಮ ಕೈಗೊಳ್ಳುವ ಕಾನೂನು ಜಾರಿಗೆ ತರಲಾಗುವುದು ಎಂದು ಕಾನೂನು ಸಚಿವ ಎಚ್.ಕೆ.ಪಾಟೀಲ ಅಭಿಪ್ರಾಯಪಟ್ಟರು. ನಗರದ ವಿಶ್ವವಿದ್ಯಾಲಯದ ಕಾನೂನು ಅಧ್ಯಯನ ವಿಭಾಗದಲ್ಲಿ ನಡೆದ ಕಾರ್ಯಕ್ರಮ ಉದ್ಘಾಟಿಸಿ ಮಾತನಾಡಿದರು. ರೈತರು ಬೆಳೆದ ಬೆಳೆಯನ್ನು ಮಾರುಕಟ್ಟೆಯಲ್ಲಿ ಮಾರಾಟ ಮಾಡುವಾಗ ನ್ಯಾಯ ಸಿಗಬೇಕು. ರೈತರ ಹಿತ ಕಾಪಾಡಲು ಸರ್ಕಾರ ಬದ್ಧವಾಗಿದೆ. (56, 1789, 306, 1986)
page-number: 3 (41, 85, 117, 193)
police-ad-sign-secretary: ಎಂ.ರಮ್ಯ ಕಾರ್ಯದರ್ಶಿ (1389, 1065, 1466, 1078)
